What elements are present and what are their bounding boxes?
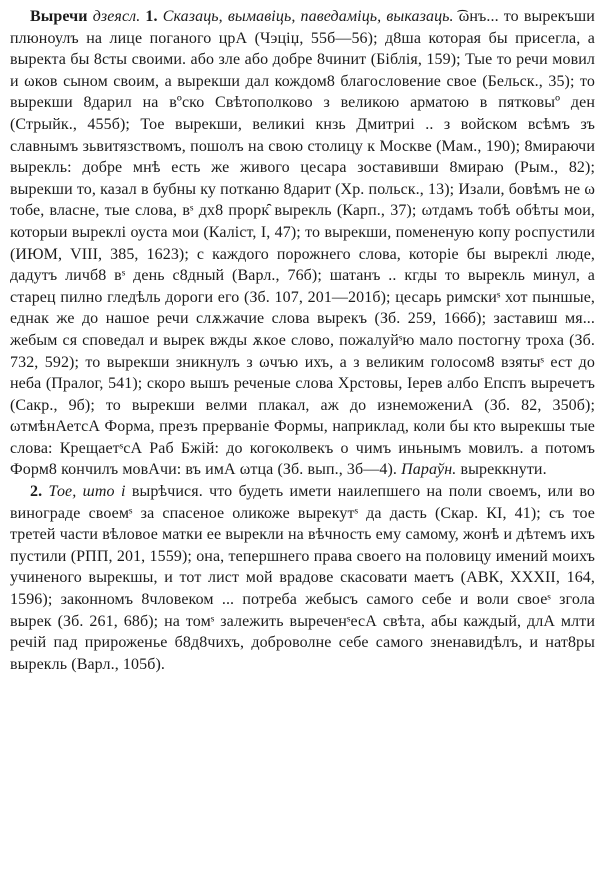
part-of-speech: дзеясл. — [92, 8, 141, 25]
sense-1-gloss: Сказаць, вымавіць, паведаміць, выказаць. — [162, 8, 454, 25]
sense-2-paragraph — [10, 481, 595, 675]
headword: Выречи — [30, 8, 88, 25]
cross-reference-label: Параўн. — [401, 461, 457, 479]
sense-2-quotations: что будеть имети наилепшего на поли своемъ, или во винограде своемˢ за спасеное оликоже вырекутˢ да дасть (Скар. КІ, 41); съ тое третей части вѣловое матки ее вырекли на вѣчность ему самому, жонѣ и дѣтемъ ихъ пустили (РПП, 201, 1559); она, тепершнего права своего на половицу имений моихъ учиненого вырекшы, и тот лист мой врадове скасовати маетъ (АВК, XXXII, 164, 1596); законномъ 8чловеком ... потреба жебысъ самого себе и воли своеˢ згола вырек (Зб. 261, 68б); на томˢ залежить выреченˢесА свѣта, абы каждый, длА млти речій пад прироженье б8д8чихъ, доброволне себе самого зненавидѣлъ, и нат8ры вырекль (Варл., 105б). — [10, 483, 595, 673]
cross-reference-word: выреккнути. — [460, 461, 547, 479]
sense-1-quotations: ͡ωнъ... то вырекъши плюноулъ на лице поганого црА (Чэціџ, 55б—56); д8ша которая бы присегла, а выректа бы 8сты своими. або зле або добре 8чинит (Біблія, 159); Тые то речи мовил и ωков сыном своим, а вырекши дал кождом8 благословение свое (Бельск., 35); то вырекши 8дарил на вºско Свѣтополково з великою арматою в пятковыº ден (Стрыйк., 455б); Тое вырекши, великиі кнзь Дмитриі .. з войском всѣмъ зъ славнымъ зьвитязствомъ, пошолъ на свою столицу к Москве (Мам., 190); 8мираючи вырекль: добре мнѣ есть же живого цесара зоставивши 8мираю (Рым., 82); вырекши то, казал в бубны ку потканю 8дарит (Хр. польск., 13); Изали, бовѣмъ не ω тобе, власне, тые слова, вˢ дх8 прорк̑ вырекль (Карп., 37); ωтдамъ тобѣ обѣты мои, которыи выреклі оуста мои (Каліст, I, 47); то вырекши, помененую копу роспустили (ИЮМ, VIII, 385, 1623); с каждого порожнего слова, которіе бы выреклі люде, дадутъ личб8 вˢ день с8дный (Варл., 76б); шатанъ .. кгды то вырекль минул, а старец пилно гледѣль дороги его (Зб. 107, 201—201б); цесарь римскиˢ хот пыншые, еднак же до нашое речи слѫжачие слова вырекъ (Зб. 259, 166б); заставиш мя... жебым ся споведал и вырек вжды ѫкое слово, пожалуйˢю мало постогну троха (Зб. 732, 592); то вырекши зникнулъ з ωчъю ихъ, а з великим голосом8 взятыˢ ест до неба (Пралог, 541); скоро вышъ реченые слова Хрстовы, Іерев албо Епспъ выречетъ (Сакр., 9б); то вырекши велми плакал, аж до изнеможениА (Зб. 82, 350б); ωтмѣнАетсА Форма, презъ прерваніе Формы, наприклад, коли бы кто вырекшы тые слова: КрещаетˢсА Раб Бжій: до когоколвекъ о чимъ иньнымъ мовилъ. а потомъ Форм8 кончилъ мовАчи: въ имА ωтца (Зб. вып., 3б—4). — [10, 8, 595, 479]
sense-2-reference: вырѣчися. — [131, 483, 203, 501]
sense-number-1: 1. — [145, 8, 158, 25]
sense-1-paragraph — [10, 6, 595, 481]
sense-2-gloss: Тое, што і — [48, 483, 126, 501]
sense-number-2: 2. — [30, 483, 43, 501]
